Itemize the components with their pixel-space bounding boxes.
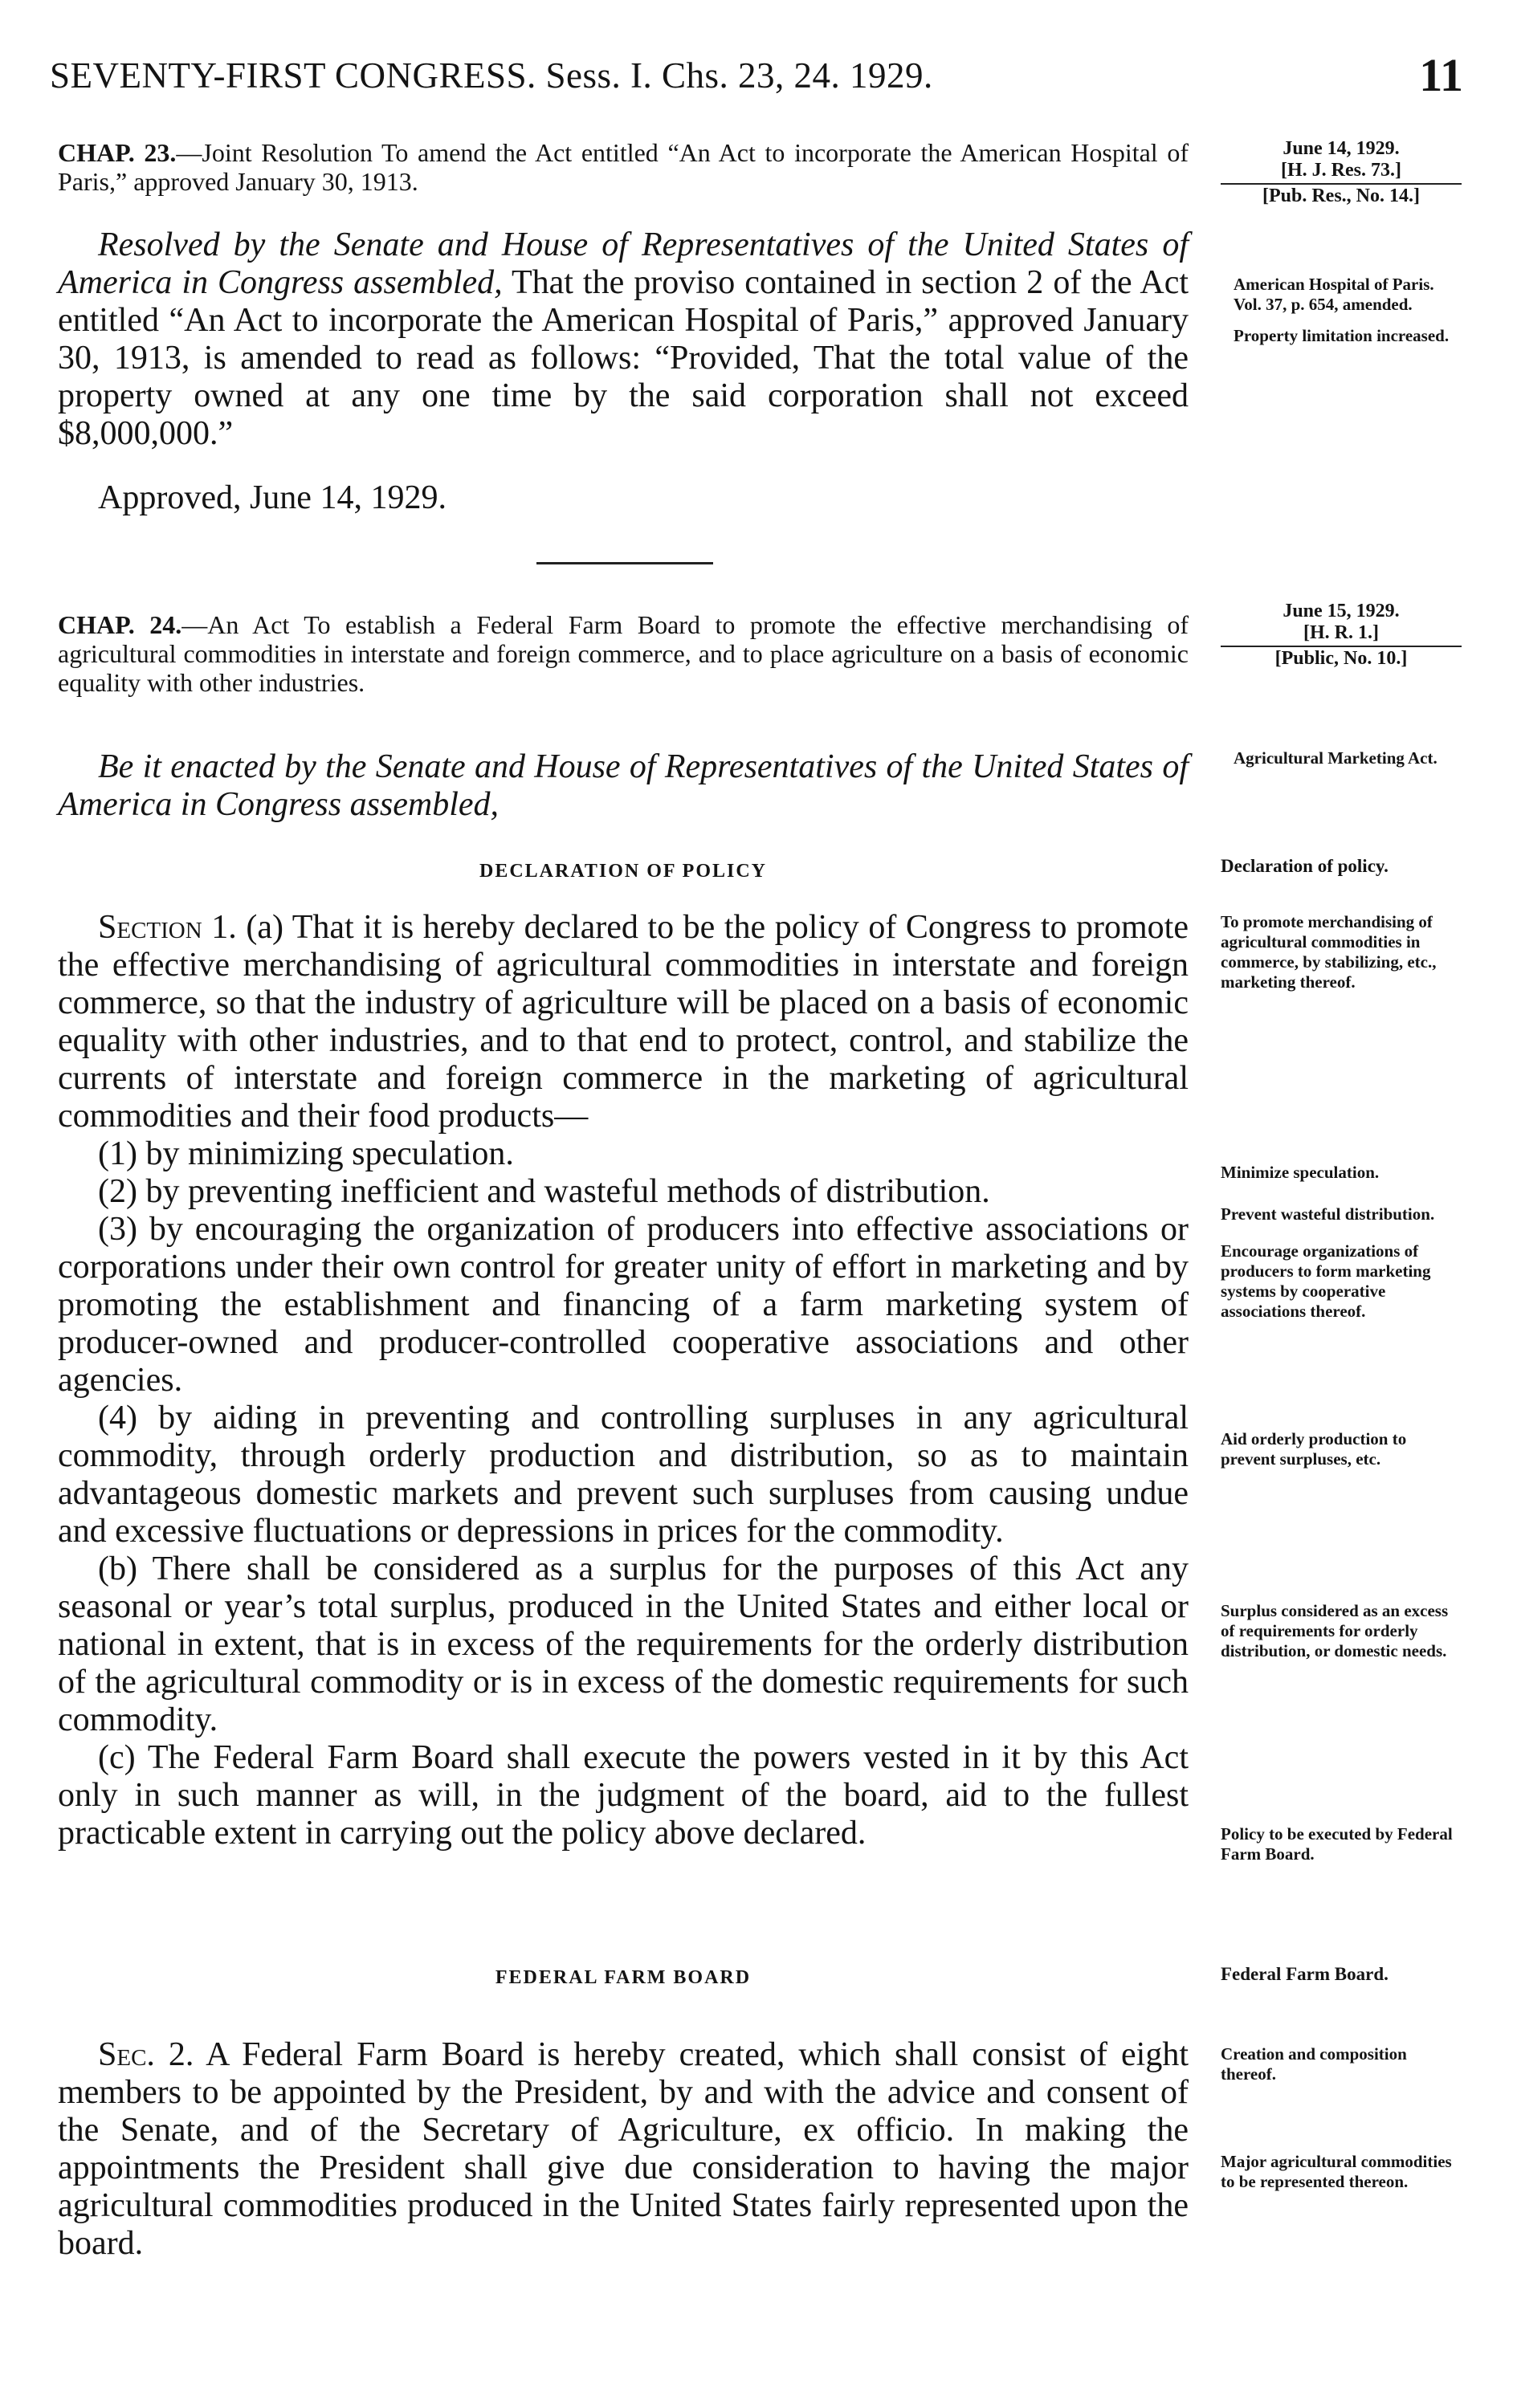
section-2 [58, 2036, 1189, 2263]
chap24-title-text: —An Act To establish a Federal Farm Board to promote the effective merchandising of agricultural commodities in interstate and foreign commerce, and to place agriculture on a basis of economic equality with other industries. [58, 610, 1189, 697]
chap23-text: That the proviso contained in section 2 of the Act entitled “An Act to incorporate the American Hospital of Paris,” approved January 30, 1913, is amended to read as follows: “Provided, That the total value of the property owned at any one time by the said corporation shall not exceed $8,000,000.” [58, 264, 1189, 452]
board-margin-heading: Federal Farm Board. [1221, 1964, 1389, 1984]
note-wasteful: Prevent wasteful distribution. [1221, 1204, 1435, 1224]
item-1: (1) by minimizing speculation. [98, 1135, 514, 1172]
sec1c-text: (c) The Federal Farm Board shall execute the powers vested in it by this Act only in such manner as will, in the judgment of the board, aid to the fullest practicable extent in carrying out the policy above declared. [58, 1739, 1189, 1852]
page-header [50, 48, 1463, 112]
chap24-bill: [H. R. 1.] [1303, 622, 1379, 643]
section-1 [58, 909, 1189, 1852]
chap23-pub: [Pub. Res., No. 14.] [1221, 183, 1462, 207]
running-title: SEVENTY-FIRST CONGRESS. Sess. I. Chs. 23, 24. 1929. [50, 55, 933, 96]
note-speculation: Minimize speculation. [1221, 1163, 1380, 1182]
chap23-date: June 14, 1929. [1283, 138, 1400, 159]
declaration-margin-heading: Declaration of policy. [1221, 856, 1389, 876]
chap23-notes [1221, 275, 1462, 346]
chap23-title-text: —Joint Resolution To amend the Act entitled “An Act to incorporate the American Hospital of Paris,” approved January 30, 1913. [58, 138, 1189, 196]
item-4: (4) by aiding in preventing and controlling surpluses in any agricultural commodity, through orderly production and distribution, so as to maintain advantageous domestic markets and prevent such surpluses from causing undue and excessive fluctuations or depressions in prices for the commodity. [58, 1400, 1189, 1550]
chap24-date: June 15, 1929. [1283, 601, 1400, 621]
sec2-text: A Federal Farm Board is hereby created, which shall consist of eight members to be appointed by the President, by and with the advice and consent of the Senate, and of the Secretary of Agriculture, ex officio. In making the appointments the President shall give due consideration to having the major agricultural commodities produced in the United States fairly represented upon the board. [58, 2036, 1189, 2262]
note-property: Property limitation increased. [1234, 326, 1450, 345]
note-policy: Policy to be executed by Federal Farm Board. [1221, 1824, 1453, 1864]
note-surplus: Surplus considered as an excess of requirements for orderly distribution, or domestic needs. [1221, 1601, 1449, 1660]
chap24-notes [1221, 748, 1462, 768]
chapter-divider [536, 562, 713, 564]
sec1b-text: (b) There shall be considered as a surplus for the purposes of this Act any seasonal or year’s total surplus, produced in the United States and either local or national in extent, that is in excess of the requirements for the orderly distribution of the agricultural commodity or is in excess of the domestic requirements for such commodity. [58, 1550, 1189, 1738]
item-3: (3) by encouraging the organization of producers into effective associations or corporations under their own control for greater unity of effort in marketing and by promoting the establishment and financing of a farm marketing system of producer-owned and producer-controlled cooperative associations and other agencies. [58, 1211, 1189, 1399]
chap23-label: CHAP. 23. [58, 138, 177, 167]
chap23-approved: Approved, June 14, 1929. [98, 479, 447, 516]
page-number: 11 [1419, 49, 1463, 101]
note-aid: Aid orderly production to prevent surpluses, etc. [1221, 1429, 1407, 1469]
chap24-title [58, 610, 1189, 697]
chap23-bill: [H. J. Res. 73.] [1281, 160, 1401, 181]
chap23-title [58, 138, 1189, 196]
chap24-pub: [Public, No. 10.] [1221, 646, 1462, 670]
chap24-enacting [58, 748, 1189, 824]
item-2: (2) by preventing inefficient and wasteful methods of distribution. [98, 1173, 990, 1210]
note-major: Major agricultural commodities to be represented thereon. [1221, 2152, 1452, 2191]
note-hospital: American Hospital of Paris. [1234, 275, 1434, 294]
chap23-citation [1221, 138, 1462, 207]
note-creation: Creation and composition thereof. [1221, 2044, 1407, 2084]
enacting-clause: Be it enacted by the Senate and House of Representatives of the United States of America in Congress assembled, [58, 748, 1189, 823]
note-vol: Vol. 37, p. 654, amended. [1234, 295, 1413, 314]
chap24-label: CHAP. 24. [58, 610, 182, 639]
sec1a-text: (a) That it is hereby declared to be the policy of Congress to promote the effective merchandising of agricultural commodities in interstate and foreign commerce, so that the industry of agriculture will be placed on a basis of economic equality with other industries, and to that end to protect, control, and stabilize the currents of interstate and foreign commerce in the marketing of agricultural commodities and their food products— [58, 909, 1189, 1135]
resolving-clause: Resolved by the Senate and House of Representatives of the United States of America in Congress assembled, [58, 226, 1189, 301]
note-act: Agricultural Marketing Act. [1234, 748, 1437, 768]
note-encourage: Encourage organizations of producers to form marketing systems by cooperative associations thereof. [1221, 1241, 1431, 1321]
chap24-citation [1221, 601, 1462, 670]
note-promote: To promote merchandising of agricultural commodities in commerce, by stabilizing, etc., marketing thereof. [1221, 912, 1437, 992]
board-heading: FEDERAL FARM BOARD [495, 1967, 752, 1988]
declaration-heading: DECLARATION OF POLICY [479, 861, 768, 882]
sec2-label: Sec. 2. [98, 2036, 194, 2073]
chap23-body [58, 226, 1189, 453]
sec1-label: Section 1. [98, 909, 237, 946]
